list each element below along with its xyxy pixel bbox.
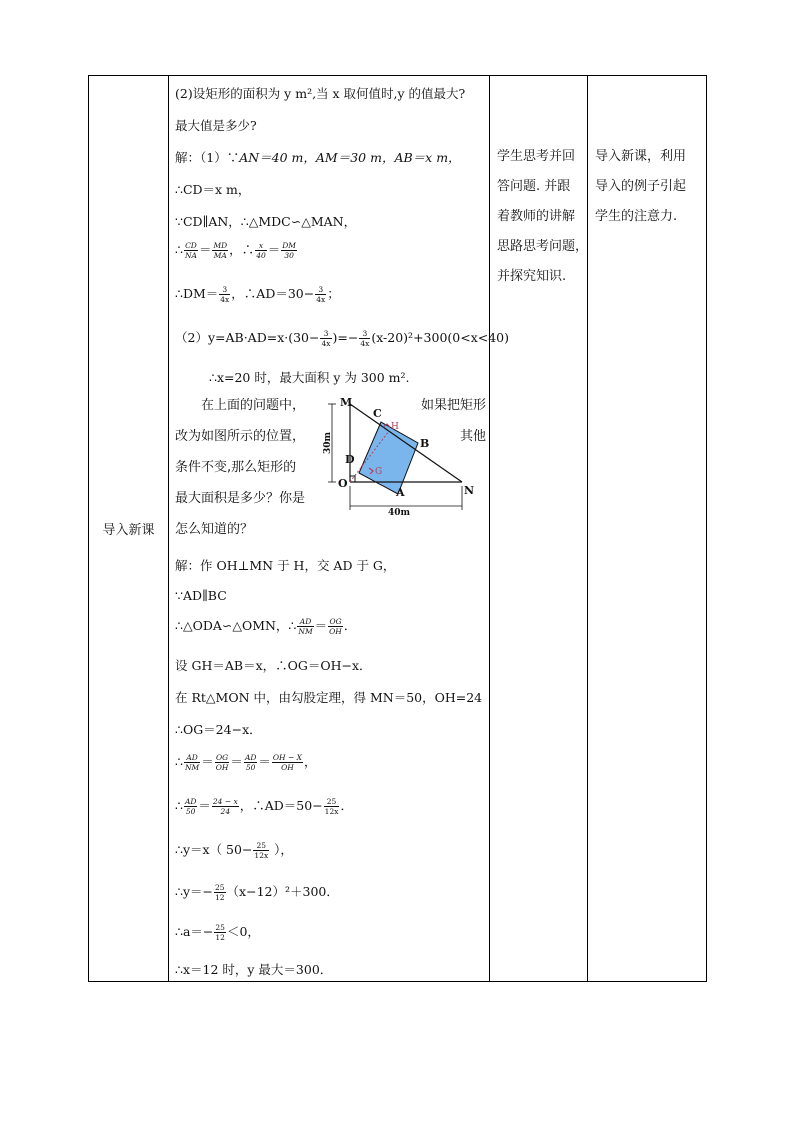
solution-line: 解：作 OH⊥MN 于 H，交 AD 于 G，	[175, 558, 396, 573]
column-divider	[168, 76, 169, 981]
fraction: $\frac{AD}{NM}$	[184, 753, 200, 772]
label-m: M	[340, 396, 353, 409]
teacher-line: 学生的注意力.	[595, 209, 678, 224]
solution-label: 解：（1）∵	[175, 150, 240, 165]
para-line: 如果把矩形	[420, 398, 486, 413]
para-line: 改为如图所示的位置，	[175, 429, 306, 444]
student-line: 思路思考问题，	[497, 239, 589, 254]
label-c: C	[373, 407, 382, 420]
solution-line: ∴x=20 时，最大面积 y 为 300 m².	[209, 370, 410, 385]
solution-line: ∴CD＝x m，	[175, 182, 251, 197]
student-line: 着教师的讲解	[497, 209, 576, 224]
fraction: $\frac{OG}{OH}$	[329, 617, 342, 636]
solution-line: ∴y＝x（ 50− $\frac{25}{12x}$ ），	[175, 841, 293, 860]
fraction: $\frac{OG}{OH}$	[215, 753, 229, 772]
problem-paragraph	[175, 390, 325, 545]
solution-line: ∴ $\frac{AD}{50}$ ＝ $\frac{24 - x}{24}$ ，∴AD＝50− $\frac{25}{12x}$ ．	[175, 797, 353, 816]
solution-line	[175, 148, 461, 166]
math-text: ∴	[175, 242, 183, 257]
label-d: D	[345, 453, 355, 466]
fraction: $\frac{AD}{NM}$	[298, 617, 313, 636]
fraction: $\frac{3}{4x}$	[220, 285, 230, 304]
solution-line: ∴y＝− $\frac{25}{12}$ （x−12）²＋300．	[175, 883, 339, 902]
label-n: N	[464, 484, 475, 497]
geometry-figure	[322, 394, 482, 522]
fraction: $\frac{AD}{50}$	[184, 797, 197, 816]
fraction: $\frac{3}{4x}$	[321, 329, 331, 348]
question-line: 最大值是多少?	[175, 118, 257, 133]
fraction: $\frac{24 - x}{24}$	[212, 797, 238, 816]
solution-line: 在 Rt△MON 中，由勾股定理，得 MN＝50，OH=24	[175, 690, 483, 705]
solution-line: 设 GH＝AB＝x，∴OG＝OH−x．	[175, 658, 372, 673]
fraction: $\frac{3}{4x}$	[316, 285, 326, 304]
label-b: B	[420, 437, 430, 450]
math-text: AN＝40 m，AM＝30 m，AB＝x m，	[239, 150, 461, 165]
solution-line: ∴x＝12 时，y 最大＝300．	[175, 962, 333, 977]
fraction: $\frac{x}{40}$	[256, 241, 266, 260]
fraction: $\frac{OH - X}{OH}$	[272, 753, 302, 772]
para-line: 怎么知道的？	[175, 522, 254, 537]
fraction: $\frac{CD}{NA}$	[184, 241, 197, 260]
solution-line: ∴DM＝ $\frac{3}{4x}$ ，∴AD＝30− $\frac{3}{4x}$ ；	[175, 285, 340, 304]
label-40m: 40m	[388, 508, 411, 518]
solution-line: ∵AD∥BC	[175, 588, 227, 603]
label-a: A	[396, 486, 405, 499]
solution-line: ∴△ODA∽△OMN，∴ $\frac{AD}{NM}$ ＝ $\frac{OG}{OH}$ ．	[175, 617, 357, 636]
right-triangle-diagram	[322, 394, 482, 519]
student-line: 学生思考并回	[497, 149, 576, 164]
fraction: $\frac{25}{12x}$	[254, 841, 269, 860]
teacher-intent	[595, 142, 686, 232]
label-30m: 30m	[323, 431, 333, 454]
student-line: 并探究知识.	[497, 269, 567, 284]
fraction: $\frac{AD}{50}$	[244, 753, 257, 772]
para-line: 其他	[459, 429, 486, 444]
solution-line: ∵CD∥AN，∴△MDC∽△MAN，	[175, 214, 357, 229]
fraction: $\frac{MD}{MA}$	[213, 241, 228, 260]
question-line: (2)设矩形的面积为 y m²,当 x 取何值时,y 的值最大?	[175, 86, 466, 101]
label-o: O	[338, 477, 348, 490]
fraction: $\frac{DM}{30}$	[282, 241, 296, 260]
teacher-line: 导入新课，利用	[595, 149, 687, 164]
student-line: 答问题. 并跟	[497, 179, 571, 194]
teacher-line: 导入的例子引起	[595, 179, 687, 194]
label-g: G	[375, 467, 383, 477]
para-line: 在上面的问题中，	[201, 398, 306, 413]
solution-line: ∴ $\frac{AD}{NM}$ ＝ $\frac{OG}{OH}$ ＝ $\frac{AD}{50}$ ＝ $\frac{OH - X}{OH}$ ，	[175, 753, 317, 772]
fraction: $\frac{3}{4x}$	[360, 329, 370, 348]
lesson-table	[88, 75, 707, 982]
fraction: $\frac{25}{12}$	[215, 923, 225, 942]
column-divider	[489, 76, 490, 981]
label-h: H	[391, 422, 399, 432]
para-line: 条件不变,那么矩形的	[175, 460, 297, 475]
solution-line: （2）y=AB·AD=x·(30− $\frac{3}{4x}$ )=− $\frac{3}{4x}$ (x-20)²+300(0<x<40)	[175, 329, 510, 348]
solution-line: ∴OG＝24−x．	[175, 722, 262, 737]
student-activity	[497, 142, 588, 292]
solution-line: ∴ $\frac{CD}{NA}$ ＝ $\frac{MD}{MA}$ ，∴ $\frac{x}{40}$ ＝ $\frac{DM}{30}$	[175, 241, 296, 260]
section-label: 导入新课	[102, 523, 155, 538]
fraction: $\frac{25}{12}$	[215, 883, 225, 902]
para-line: 最大面积是多少？你是	[175, 491, 306, 506]
fraction: $\frac{25}{12x}$	[324, 797, 339, 816]
solution-line: ∴a＝− $\frac{25}{12}$ ＜0，	[175, 923, 260, 942]
